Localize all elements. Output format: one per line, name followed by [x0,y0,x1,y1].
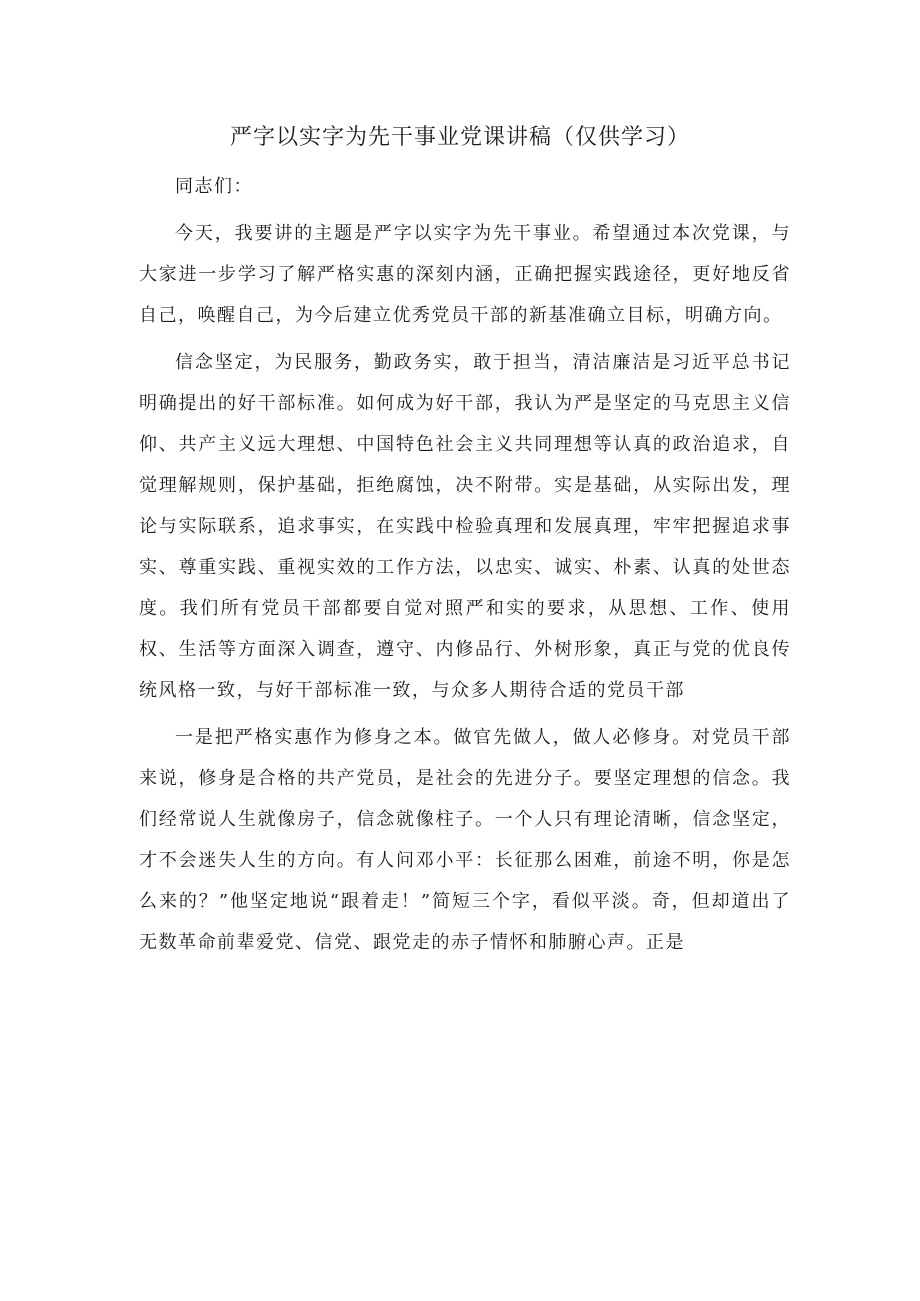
body-paragraph: 一是把严格实惠作为修身之本。做官先做人，做人必修身。对党员干部来说，修身是合格的共产党员，是社会的先进分子。要坚定理想的信念。我们经常说人生就像房子，信念就像柱子。一个人只有理论清晰，信念坚定，才不会迷失人生的方向。有人问邓小平：长征那么困难，前途不明，你是怎么来的？”他坚定地说“跟着走！”简短三个字，看似平淡。奇，但却道出了无数革命前辈爱党、信党、跟党走的赤子情怀和肺腑心声。正是 [139,727,791,953]
document-body [139,166,791,963]
body-paragraph: 信念坚定，为民服务，勤政务实，敢于担当，清洁廉洁是习近平总书记明确提出的好干部标准。如何成为好干部，我认为严是坚定的马克思主义信仰、共产主义远大理想、中国特色社会主义共同理想等认真的政治追求，自觉理解规则，保护基础，拒绝腐蚀，决不附带。实是基础，从实际出发，理论与实际联系，追求事实，在实践中检验真理和发展真理，牢牢把握追求事实、尊重实践、重视实效的工作方法，以忠实、诚实、朴素、认真的处世态度。我们所有党员干部都要自觉对照严和实的要求，从思想、工作、使用权、生活等方面深入调查，遵守、内修品行、外树形象，真正与党的优良传统风格一致，与好干部标准一致，与众多人期待合适的党员干部 [139,352,791,701]
document-title: 严字以实字为先干事业党课讲稿（仅供学习） [229,125,690,150]
salutation-paragraph: 同志们： [175,176,253,197]
body-paragraph: 今天，我要讲的主题是严字以实字为先干事业。希望通过本次党课，与大家进一步学习了解严格实惠的深刻内涵，正确把握实践途径，更好地反省自己，唤醒自己，为今后建立优秀党员干部的新基准确立目标，明确方向。 [139,223,791,326]
